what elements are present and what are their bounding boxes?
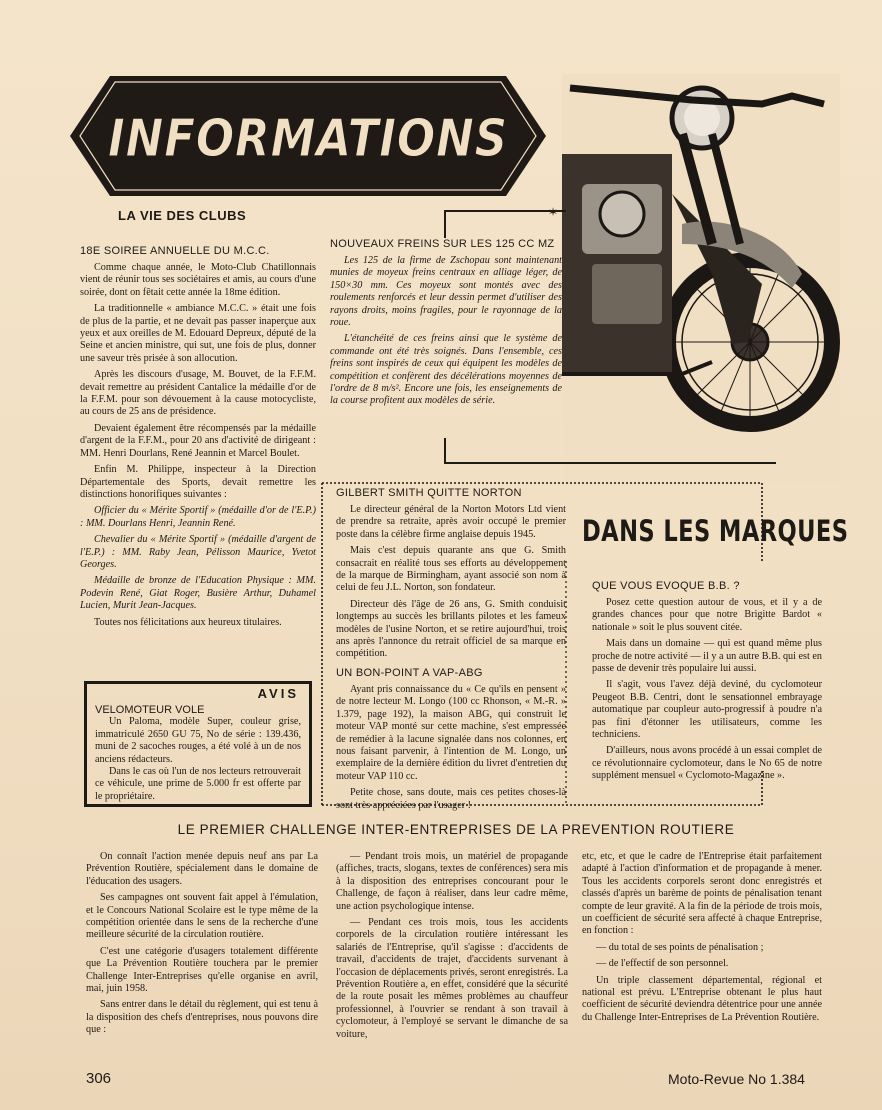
norton-paragraph: Directeur dès l'âge de 26 ans, G. Smith conduisit longtemps au succès les brillants pilotes et les fameux modèles de l'usine Norton, et se retire aujourd'hui, trois ans après l'annonce du retrait officiel de sa marque en compétition. [336,598,566,660]
bb-paragraph: Posez cette question autour de vous, et il y a de grandes chances pour que notre Brigitte Bardot « nationale » soit le plus souvent citée. [592,597,822,633]
avis-heading: VELOMOTEUR VOLE [95,704,205,716]
challenge-paragraph: C'est une catégorie d'usagers totalement différente que La Prévention Routière touchera par le premier Challenge Inter-Entreprises qu'elle organise en avril, mai, juin 1958. [86,945,318,995]
dans-les-marques-title: DANS LES MARQUES [582,514,849,548]
vap-title: UN BON-POINT A VAP-ABG [336,666,483,679]
bb-title: QUE VOUS EVOQUE B.B. ? [592,580,740,592]
banner-title: INFORMATIONS [108,109,508,169]
mcc-paragraph: Enfin M. Philippe, inspecteur à la Direction Départementale des Sports, devait remettre les distinctions honorifiques suivantes : [80,464,316,500]
avis-paragraph: Un Paloma, modèle Super, couleur grise, immatriculé 2650 GU 75, No de série : 139.436, muni de 2 sacoches rouges, a été volé à un de nos anciens rédacteurs. [95,716,301,765]
norton-title: GILBERT SMITH QUITTE NORTON [336,487,522,499]
clubs-column [80,245,316,633]
challenge-column-1 [86,851,318,1041]
challenge-column-2 [336,851,568,1045]
mcc-paragraph: Toutes nos félicitations aux heureux titulaires. [94,616,282,628]
challenge-paragraph: Sans entrer dans le détail du règlement, qui est tenu à la disposition des chefs d'entreprises, nous pouvons dire que : [86,999,318,1036]
avis-box [84,681,312,807]
mcc-paragraph: Chevalier du « Mérite Sportif » (médaille d'argent de l'E.P.) : MM. Raby Jean, Pélisson Maurice, Yvetot Georges. [80,534,316,570]
vap-paragraph: Ayant pris connaissance du « Ce qu'ils en pensent » de notre lecteur M. Longo (100 cc Rhonson, « M.-R. » 1.379, page 192), la maison ABG, qui construit le moteur VAP monté sur cette machine, s'est empressée de remédier à la lacune signalée dans nos colonnes, en nous faisant parvenir, à l'intention de M. Longo, un exemplaire de la dernière édition du livret d'entretien du moteur VAP 110 cc. [336,683,566,782]
challenge-paragraph: Un triple classement départemental, régional et national est prévu. L'Entreprise obtenant le plus haut coefficient de sécurité deviendra détentrice pour une année du Challenge Inter-Entreprises de La Prévention Routière. [582,974,822,1023]
challenge-column-3 [582,851,822,1028]
mcc-paragraph: Officier du « Mérite Sportif » (médaille d'or de l'E.P.) : MM. Dourlans Henri, Jeannin René. [80,505,316,529]
mcc-paragraph: Après les discours d'usage, M. Bouvet, de la F.F.M. devait remettre au président Cantalice la médaille d'or de la F.F.M. pour son dévouement à la cause motocycliste, au cours de 25 ans de présidence. [80,369,316,418]
freins-paragraph: L'étanchéité de ces freins ainsi que le système de commande ont été très soignés. Dans l'ensemble, ces freins sont inspirés de ceux qui équipent les modèles de compétition et confèrent des décélérations moyennes de l'ordre de 8 m/s². Encore une fois, les enseignements de la course profitent aux modèles de série. [330,333,562,407]
informations-banner [70,72,546,200]
mcc-paragraph: Devaient également être récompensés par la médaille d'argent de la F.F.M., pour 20 ans d'activité de dirigeant : MM. Henri Dourlans, René Jeannin et Marcel Boulet. [80,422,316,459]
challenge-paragraph: On connaît l'action menée depuis neuf ans par La Prévention Routière, spécialement dans le domaine de l'éducation des usagers. [86,851,318,887]
motorcycle-image [562,74,840,482]
banner-graphic [70,72,546,200]
mcc-article-title: 18E SOIREE ANNUELLE DU M.C.C. [80,245,270,257]
bb-column [592,580,822,787]
mcc-paragraph: La traditionnelle « ambiance M.C.C. » était une fois de plus de la partie, et ne devait pas passer inaperçue aux yeux et aux oreilles de M. Edouard Depreux, député de la Seine et ancien ministre, qui sut, une fois de plus, donner une saveur très prisée à son allocution. [80,303,316,364]
challenge-title: LE PREMIER CHALLENGE INTER-ENTREPRISES DE LA PREVENTION ROUTIERE [177,822,735,837]
challenge-paragraph: — Pendant trois mois, un matériel de propagande (affiches, tracts, slogans, textes de conférences) sera mis à la disposition des entreprises concourant pour le Challenge, de façon à réaliser, dans leur cadre même, une action psychologique intense. [336,851,568,912]
challenge-paragraph: — de l'effectif de son personnel. [596,958,729,970]
challenge-paragraph: etc, etc, et que le cadre de l'Entreprise était parfaitement adapté à l'action d'information et de propagande à mener. Tous les accidents corporels seront donc enregistrés et classés d'après un barème de points de pénalisation tenant compte de leur gravité. A la fin de la période de trois mois, un coefficient de sécurité sera affecté à chaque Entreprise, en fonction : [582,851,822,937]
challenge-paragraph: — du total de ses points de pénalisation ; [596,941,764,953]
challenge-paragraph: Ses campagnes ont souvent fait appel à l'émulation, et le Concours National Scolaire est le type même de la compétition orientée dans le sens de la recherche d'une meilleure sécurité de la circulation routière. [86,892,318,941]
freins-body [330,255,562,408]
freins-paragraph: Les 125 de la firme de Zschopau sont maintenant munies de moyeux freins centraux en alliage léger, de 150×30 mm. Ces moyeux sont montés avec des roulements renforcés et leur dessin permet d'utiliser des rayons droits, moins fragiles, pour le rayonnage de la roue. [330,255,562,329]
vap-paragraph: Petite chose, sans doute, mais ces petites choses-là sont très appréciées par l'usager ! [336,787,566,811]
mcc-paragraph: Comme chaque année, le Moto-Club Chatillonnais vient de réunir tous ses sociétaires et amis, au cours d'une soirée, dont on fêtait cette année la 18me édition. [80,262,316,298]
motorcycle-photo [562,74,840,482]
freins-column [330,238,562,412]
challenge-paragraph: — Pendant ces trois mois, tous les accidents corporels de la circulation routière intéressant les salariés de l'Entreprise, qu'il s'agisse : d'accidents de travail, d'accidents de trajet, d'accidents survenant à l'occasion de déplacements privés, seront enregistrés. La Prévention Routière a, en effet, considéré que la sécurité de la route posait les mêmes problèmes au chauffeur professionnel, à l'ouvrier se rendant à son travail à cyclomoteur, à l'employé se servant le dimanche de sa voiture, [336,917,568,1040]
bb-paragraph: Mais dans un domaine — qui est quand même plus proche de notre activité — il y a un autre B.B. qui est en passe de devenir très populaire lui aussi. [592,638,822,675]
star-ornament: ✶ [548,205,559,219]
magazine-issue: Moto-Revue No 1.384 [668,1071,805,1087]
vie-des-clubs-title: LA VIE DES CLUBS [118,208,247,223]
freins-title: NOUVEAUX FREINS SUR LES 125 CC MZ [330,238,555,250]
bb-paragraph: D'ailleurs, nous avons procédé à un essai complet de ce révolutionnaire cyclomoteur, dans le No 65 de notre supplément mensuel « Cyclomoto-Magazine ». [592,745,822,782]
avis-paragraph: Dans le cas où l'un de nos lecteurs retrouverait ce véhicule, une prime de 5.000 fr est offerte par le propriétaire. [95,766,301,802]
avis-label: AVIS [257,686,299,701]
page-number: 306 [86,1070,112,1087]
mcc-paragraph: Médaille de bronze de l'Education Physique : MM. Podevin René, Giat Roger, Busière Arthur, Duhamel Lucien, Murit Jean-Jacques. [80,575,316,612]
freins-bracket-bottom [444,438,776,464]
norton-paragraph: Mais c'est depuis quarante ans que G. Smith consacrait en réalité tous ses efforts au développement de la marque de Birmingham, ayant associé son nom à celui de feu J.L. Norton, son fondateur. [336,545,566,594]
norton-paragraph: Le directeur général de la Norton Motors Ltd vient de prendre sa retraite, après avoir occupé le premier poste dans la célèbre firme anglaise depuis 1945. [336,504,566,540]
bb-paragraph: Il s'agit, vous l'avez déjà deviné, du cyclomoteur Peugeot B.B. Centri, dont le sensationnel embrayage automatique par coupleur auto-progressif à poudre n'a pas fini d'étonner les utilisateurs, comme les techniciens. [592,679,822,741]
norton-vap-column [336,487,566,816]
